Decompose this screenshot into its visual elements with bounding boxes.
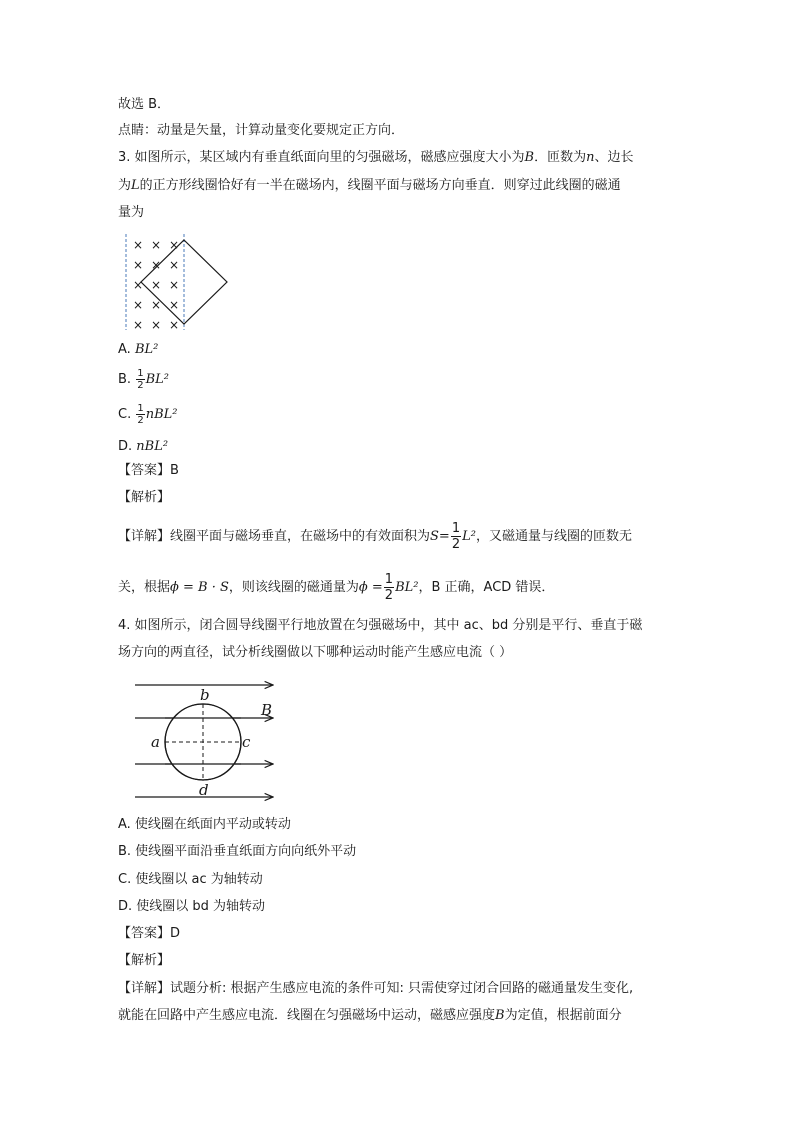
q4-option-c: C. 使线圈以 ac 为轴转动	[118, 872, 263, 887]
fraction-half	[136, 368, 144, 391]
line-conclusion: 故选 B．	[118, 97, 171, 112]
detail-text: 为定值，根据前面分	[504, 1008, 622, 1023]
fraction-half	[384, 572, 394, 603]
detail-text: 就能在回路中产生感应电流．线圈在匀强磁场中运动，磁感应强度	[118, 1008, 496, 1023]
option-value: BL²	[134, 342, 159, 357]
q3-symbol-L: L	[131, 178, 140, 193]
q3-answer: 【答案】B	[118, 463, 179, 478]
field-cross: ×	[151, 238, 162, 252]
formula-S: S=	[430, 529, 450, 544]
q3-detail-line2	[118, 569, 554, 607]
option-label: D.	[118, 439, 133, 454]
field-cross: ×	[169, 238, 180, 252]
q4-line1: 4. 如图所示，闭合圆导线圈平行地放置在匀强磁场中，其中 ac、bd 分别是平行、垂直于磁	[118, 618, 643, 633]
q4-line2: 场方向的两直径，试分析线圈做以下哪种运动时能产生感应电流（ ）	[118, 645, 513, 660]
fraction-half	[451, 521, 461, 552]
fraction-half	[136, 403, 144, 426]
q3-line3: 量为	[118, 205, 145, 220]
field-cross: ×	[151, 298, 162, 312]
formula-phi: ϕ = B · S	[170, 580, 229, 595]
q3-symbol-n: n	[586, 150, 595, 165]
frac-num: 1	[137, 403, 144, 414]
q3-figure	[118, 232, 233, 332]
option-label: B.	[118, 372, 132, 387]
field-cross: ×	[133, 278, 144, 292]
label-a: a	[151, 733, 160, 751]
detail-text: ，则该线圈的磁通量为	[228, 580, 359, 595]
q3-text: 为	[118, 178, 132, 193]
q3-line1	[118, 149, 634, 167]
q4-detail-line1: 【详解】试题分析: 根据产生感应电流的条件可知: 只需使穿过闭合回路的磁通量发生变化,	[118, 981, 634, 996]
label-c: c	[242, 733, 251, 751]
frac-num: 1	[137, 368, 144, 379]
detail-text: ，又磁通量与线圈的匝数无	[475, 529, 632, 544]
option-label: A.	[118, 342, 131, 357]
option-value: nBL²	[136, 439, 169, 454]
q4-analysis-heading: 【解析】	[118, 953, 171, 968]
q3-option-d	[118, 438, 168, 456]
frac-num: 1	[384, 572, 394, 587]
q3-text: 3. 如图所示，某区域内有垂直纸面向里的匀强磁场，磁感应强度大小为	[118, 150, 525, 165]
formula-BL2: BL²	[395, 580, 419, 595]
field-cross: ×	[169, 278, 180, 292]
option-value: BL²	[145, 372, 169, 387]
frac-den: 2	[451, 537, 461, 552]
q3-symbol-B: B	[524, 150, 535, 165]
q3-text: 的正方形线圈恰好有一半在磁场内，线圈平面与磁场方向垂直．则穿过此线圈的磁通	[139, 178, 621, 193]
q3-option-c	[118, 403, 178, 427]
formula-L2: L²	[462, 529, 476, 544]
q4-figure	[133, 681, 283, 807]
line-note: 点睛：动量是矢量，计算动量变化要规定正方向．	[118, 123, 405, 138]
q4-option-d: D. 使线圈以 bd 为轴转动	[118, 899, 266, 914]
formula-phi2: ϕ =	[358, 580, 383, 595]
detail-text: 关，根据	[118, 580, 171, 595]
q3-detail-line1	[118, 518, 632, 556]
q4-option-a: A. 使线圈在纸面内平动或转动	[118, 817, 291, 832]
option-label: C.	[118, 407, 132, 422]
q3-text: 、边长	[594, 150, 634, 165]
detail-text: 【详解】线圈平面与磁场垂直，在磁场中的有效面积为	[118, 529, 431, 544]
frac-den: 2	[137, 380, 144, 391]
field-cross: ×	[151, 278, 162, 292]
q3-analysis-heading: 【解析】	[118, 490, 171, 505]
frac-den: 2	[384, 588, 394, 603]
detail-text: ，B 正确，ACD 错误．	[418, 580, 555, 595]
field-cross: ×	[133, 318, 144, 332]
q4-option-b: B. 使线圈平面沿垂直纸面方向向纸外平动	[118, 844, 357, 859]
q4-answer: 【答案】D	[118, 926, 181, 941]
field-cross: ×	[169, 298, 180, 312]
q3-option-b	[118, 368, 169, 392]
field-cross: ×	[169, 258, 180, 272]
label-d: d	[199, 781, 209, 799]
q4-detail-line2	[118, 1007, 622, 1025]
field-cross: ×	[151, 258, 162, 272]
frac-den: 2	[137, 415, 144, 426]
field-cross: ×	[133, 298, 144, 312]
frac-num: 1	[451, 521, 461, 536]
q3-text: ．匝数为	[534, 150, 587, 165]
label-b: b	[200, 686, 210, 704]
field-cross: ×	[133, 238, 144, 252]
field-cross: ×	[151, 318, 162, 332]
label-B: B	[261, 701, 273, 719]
q3-line2	[118, 177, 621, 195]
option-value: nBL²	[145, 407, 178, 422]
field-cross: ×	[169, 318, 180, 332]
field-cross: ×	[133, 258, 144, 272]
symbol-B: B	[495, 1008, 505, 1023]
q3-option-a	[118, 341, 158, 359]
